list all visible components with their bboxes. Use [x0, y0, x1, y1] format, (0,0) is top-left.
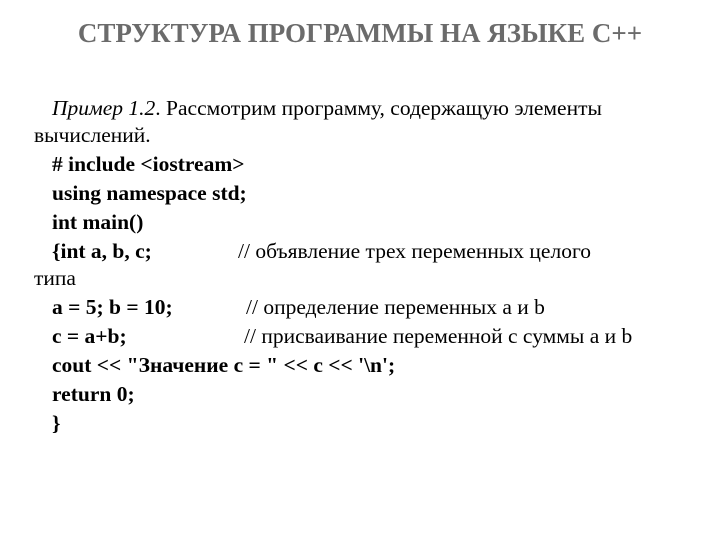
comment-assign-ab: // определение переменных a и b [246, 295, 545, 319]
example-intro-text: Рассмотрим программу, содержащую элементы [160, 96, 602, 120]
code-line-using: using namespace std; [52, 181, 247, 205]
code-line-main: int main() [52, 210, 144, 234]
example-label-period: . [155, 96, 161, 120]
code-line-cout: cout << "Значение c = " << c << '\n'; [52, 353, 396, 377]
code-line-return: return 0; [52, 382, 135, 406]
code-line-include: # include <iostream> [52, 152, 245, 176]
code-line-assign-ab: a = 5; b = 10; [52, 295, 173, 319]
comment-sum: // присваивание переменной с суммы a и b [244, 324, 633, 348]
code-line-close-brace: } [52, 411, 61, 435]
example-label: Пример 1.2 [52, 96, 156, 120]
example-intro-continuation: вычислений. [34, 123, 151, 147]
example-intro-line [52, 95, 602, 121]
comment-declare: // объявление трех переменных целого [238, 239, 591, 263]
code-line-sum: c = a+b; [52, 324, 127, 348]
slide-title: СТРУКТУРА ПРОГРАММЫ НА ЯЗЫКЕ С++ [77, 18, 643, 48]
comment-declare-continuation: типа [34, 266, 76, 290]
code-line-declare: {int a, b, c; [52, 239, 152, 263]
